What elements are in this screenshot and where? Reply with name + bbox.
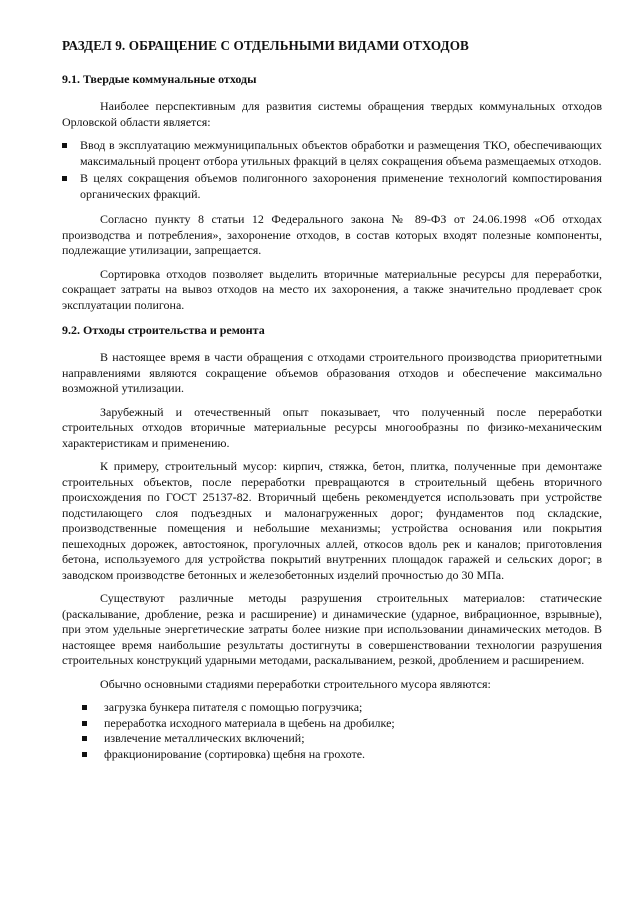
list-item: переработка исходного материала в щебень на дробилке; (62, 716, 602, 732)
paragraph: Согласно пункту 8 статьи 12 Федерального закона № 89-ФЗ от 24.06.1998 «Об отходах производства и потребления», захоронение отходов, в состав которых входят полезные компоненты, подлежащие утилизации, запрещается. (62, 212, 602, 257)
paragraph: В настоящее время в части обращения с отходами строительного производства приоритетными направлениями являются сокращение объемов образования отходов и обеспечение максимально возможной утилизации. (62, 350, 602, 395)
subsection-title-9-1: 9.1. Твердые коммунальные отходы (62, 72, 257, 86)
paragraph: К примеру, строительный мусор: кирпич, стяжка, бетон, плитка, полученные при демонтаже строительных объектов, после переработки превращаются в строительный щебень вторичного происхождения по ГОСТ 25137-82. Вторичный щебень рекомендуется использовать при устройстве подстилающего слоя подъездных и малонагруженных дорог; фундаментов под складские, производственные помещения и небольшие механизмы; устройства основания или покрытия пешеходных дорожек, автостоянок, прогулочных аллей, откосов вдоль рек и каналов; приготовления бетона, используемого для устройства покрытий внутренних площадок гаражей и сельских дорог; в заводском производстве бетонных и железобетонных изделий прочностью до 30 МПа. (62, 459, 602, 582)
subsection-title-9-2: 9.2. Отходы строительства и ремонта (62, 323, 265, 337)
list-item: извлечение металлических включений; (62, 731, 602, 747)
paragraph: Существуют различные методы разрушения строительных материалов: статические (раскалывание, дробление, резка и расширение) и динамические (ударное, вибрационное, взрывные), при этом удельные энергетические затраты более низкие при использовании динамических методов. В настоящее время наибольшие результаты достигнуты в совершенствовании технологии разрушения строительных конструкций ударными методами, раскалыванием, резкой, дроблением и расширением. (62, 591, 602, 667)
processing-stages-list (62, 700, 602, 762)
paragraph: Сортировка отходов позволяет выделить вторичные материальные ресурсы для переработки, сокращает затраты на вывоз отходов на место их захоронения, а также значительно продлевает срок эксплуатации полигона. (62, 266, 602, 312)
list-item: Ввод в эксплуатацию межмуниципальных объектов обработки и размещения ТКО, обеспечивающих максимальный процент отбора утильных фракций в целях сокращения объема размещаемых отходов. (62, 138, 602, 169)
section-title: РАЗДЕЛ 9. ОБРАЩЕНИЕ С ОТДЕЛЬНЫМИ ВИДАМИ ОТХОДОВ (62, 38, 469, 53)
document-page (62, 38, 602, 762)
paragraph: Обычно основными стадиями переработки строительного мусора являются: (100, 676, 491, 691)
paragraph: Наиболее перспективным для развития системы обращения твердых коммунальных отходов Орловской области является: (62, 99, 602, 129)
paragraph: Зарубежный и отечественный опыт показывает, что полученный после переработки строительных отходов вторичные материальные ресурсы многообразны по физико-механическим характеристикам и применению. (62, 404, 602, 450)
list-item: загрузка бункера питателя с помощью погрузчика; (62, 700, 602, 716)
priority-list (62, 138, 602, 202)
list-item: фракционирование (сортировка) щебня на грохоте. (62, 747, 602, 763)
list-item: В целях сокращения объемов полигонного захоронения применение технологий компостирования органических фракций. (62, 171, 602, 202)
